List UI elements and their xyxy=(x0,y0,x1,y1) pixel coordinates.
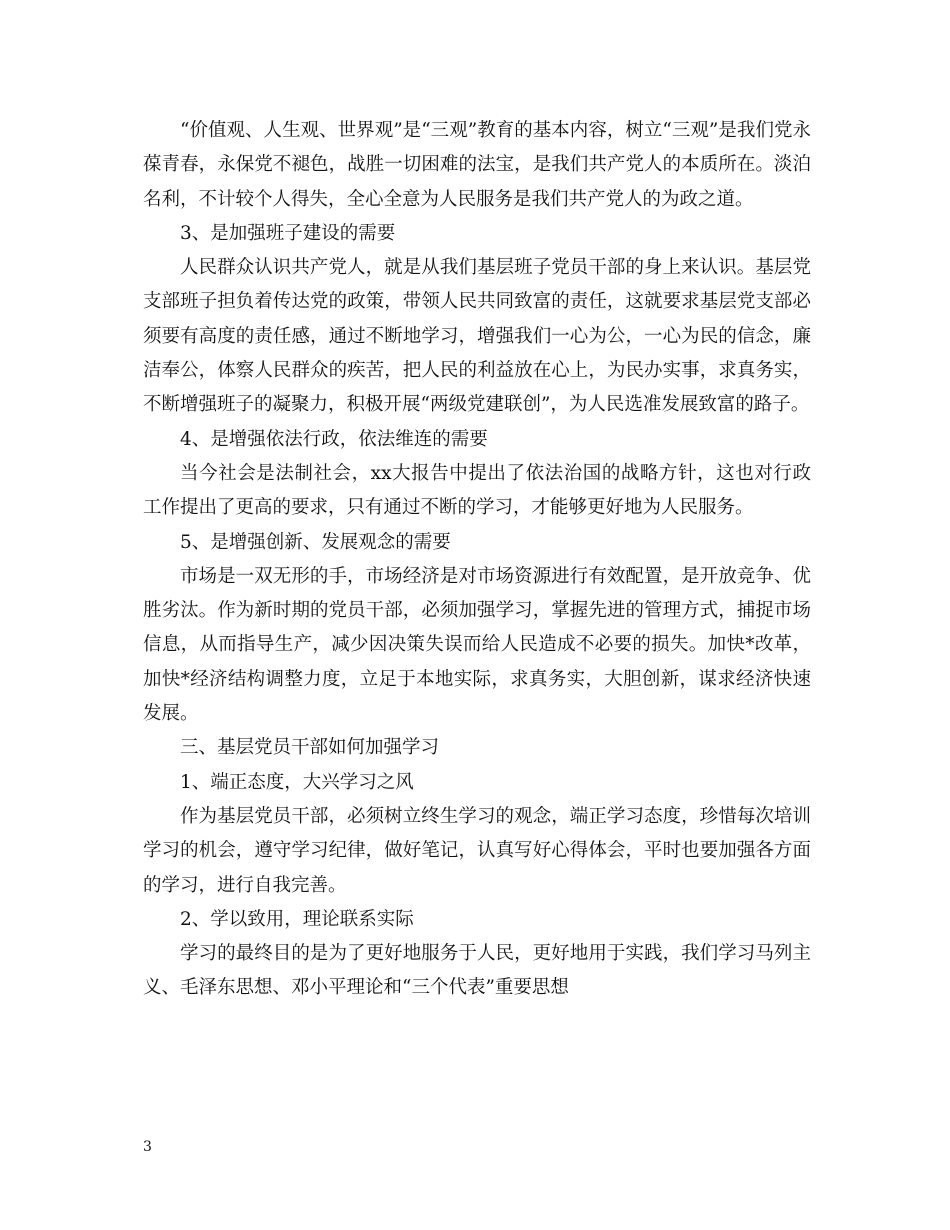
page-number: 3 xyxy=(143,1139,152,1155)
paragraph-rule-of-law: 当今社会是法制社会，xx大报告中提出了依法治国的战略方针，这也对行政工作提出了更高的要求，只有通过不断的学习，才能够更好地为人民服务。 xyxy=(143,462,811,519)
heading-practice: 2、学以致用，理论联系实际 xyxy=(180,908,414,930)
document-body xyxy=(143,114,811,1006)
paragraph-practice: 学习的最终目的是为了更好地服务于人民，更好地用于实践，我们学习马列主义、毛泽东思想、邓小平理论和“三个代表”重要思想 xyxy=(143,943,811,999)
heading-rule-of-law: 4、是增强依法行政，依法维连的需要 xyxy=(180,428,488,450)
paragraph-sanguan-education: “价值观、人生观、世界观”是“三观”教育的基本内容，树立“三观”是我们党永葆青春，永保党不褪色，战胜一切困难的法宝，是我们共产党人的本质所在。淡泊名利，不计较个人得失，全心全意为人民服务是我们共产党人的为政之道。 xyxy=(143,120,811,210)
section-heading-how-to-study: 三、基层党员干部如何加强学习 xyxy=(180,737,440,759)
heading-team-building: 3、是加强班子建设的需要 xyxy=(180,222,396,244)
paragraph-attitude: 作为基层党员干部，必须树立终生学习的观念，端正学习态度，珍惜每次培训学习的机会，遵守学习纪律，做好笔记，认真写好心得体会，平时也要加强各方面的学习，进行自我完善。 xyxy=(143,805,811,896)
heading-attitude: 1、端正态度，大兴学习之风 xyxy=(180,771,414,793)
paragraph-team-building: 人民群众认识共产党人，就是从我们基层班子党员干部的身上来认识。基层党支部班子担负着传达党的政策，带领人民共同致富的责任，这就要求基层党支部必须要有高度的责任感，通过不断地学习，增强我们一心为公，一心为民的信念，廉洁奉公，体察人民群众的疾苦，把人民的利益放在心上，为民办实事，求真务实，不断增强班子的凝聚力，积极开展“两级党建联创”，为人民选准发展致富的路子。 xyxy=(143,257,811,416)
heading-innovation: 5、是增强创新、发展观念的需要 xyxy=(180,531,451,553)
paragraph-innovation: 市场是一双无形的手，市场经济是对市场资源进行有效配置，是开放竞争、优胜劣汰。作为新时期的党员干部，必须加强学习，掌握先进的管理方式，捕捉市场信息，从而指导生产，减少因决策失误而给人民造成不必要的损失。加快*改革，加快*经济结构调整力度，立足于本地实际，求真务实，大胆创新，谋求经济快速发展。 xyxy=(143,565,811,725)
